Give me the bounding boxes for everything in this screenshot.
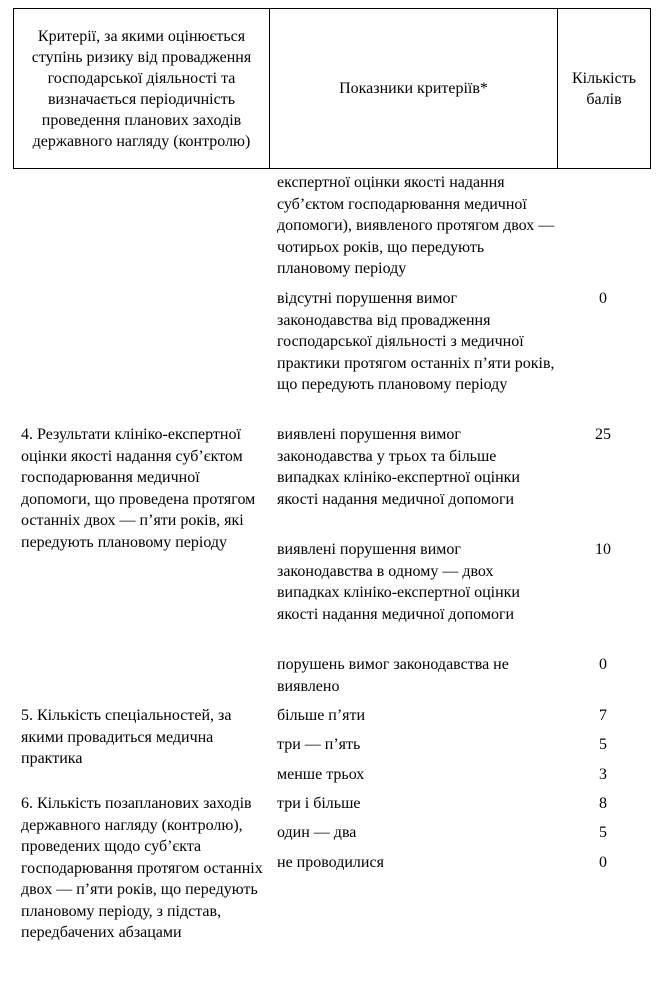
points-4-3: 0: [599, 656, 607, 673]
header-indicators-text: Показники критеріїв*: [339, 80, 488, 97]
indicator-5-2: три — п’ять: [277, 736, 361, 753]
points-5-1: 7: [599, 707, 607, 724]
points-5-2: 5: [599, 736, 607, 753]
indicator-4-3: порушень вимог законодавства не виявлено: [277, 656, 509, 695]
points-6-1: 8: [599, 795, 607, 812]
indicator-no-violations-5y: відсутні порушення вимог законодавства від провадження господарської діяльності з медичної практики протягом останніх п’яти років, що передують плановому періоду: [277, 290, 555, 393]
points-4-2: 10: [595, 541, 611, 558]
indicator-4-1: виявлені порушення вимог законодавства у трьох та більше випадках клініко-експертної оцінки якості надання медичної допомоги: [277, 426, 520, 508]
criterion-4-label: 4. Результати клініко-експертної оцінки якості надання суб’єктом господарювання медичної допомоги, що проведена протягом останніх двох — п’яти років, які передують плановому періоду: [21, 426, 256, 551]
criterion-5-label: 5. Кількість спеціальностей, за якими провадиться медична практика: [21, 707, 232, 767]
indicator-6-2: один — два: [277, 824, 357, 841]
points-no-violations-5y: 0: [599, 290, 607, 307]
points-5-3: 3: [599, 766, 607, 783]
indicator-6-1: три і більше: [277, 795, 361, 812]
criterion-6-label: 6. Кількість позапланових заходів державного нагляду (контролю), проведених щодо суб’єкта господарювання протягом останніх двох — п’яти років, що передують плановому періоду, з підстав, передбачених абзацами: [21, 795, 263, 941]
indicator-6-3: не проводилися: [277, 854, 384, 871]
points-4-1: 25: [595, 426, 611, 443]
points-6-3: 0: [599, 854, 607, 871]
header-points-text: Кількість балів: [571, 69, 636, 108]
points-6-2: 5: [599, 824, 607, 841]
header-criteria-text: Критерії, за якими оцінюється ступінь ризику від провадження господарської діяльності та визначається періодичність проведення планових заходів державного нагляду (контролю): [31, 27, 252, 150]
indicator-5-3: менше трьох: [277, 766, 365, 783]
indicator-continuation: експертної оцінки якості надання суб’єктом господарювання медичної допомоги), виявленого протягом двох — чотирьох років, що передують плановому періоду: [277, 174, 555, 277]
header-indicators: [269, 8, 558, 169]
header-points: [557, 8, 651, 169]
header-criteria: [13, 8, 270, 169]
indicator-4-2: виявлені порушення вимог законодавства в одному — двох випадках клініко-експертної оцінки якості надання медичної допомоги: [277, 541, 520, 623]
indicator-5-1: більше п’яти: [277, 707, 366, 724]
